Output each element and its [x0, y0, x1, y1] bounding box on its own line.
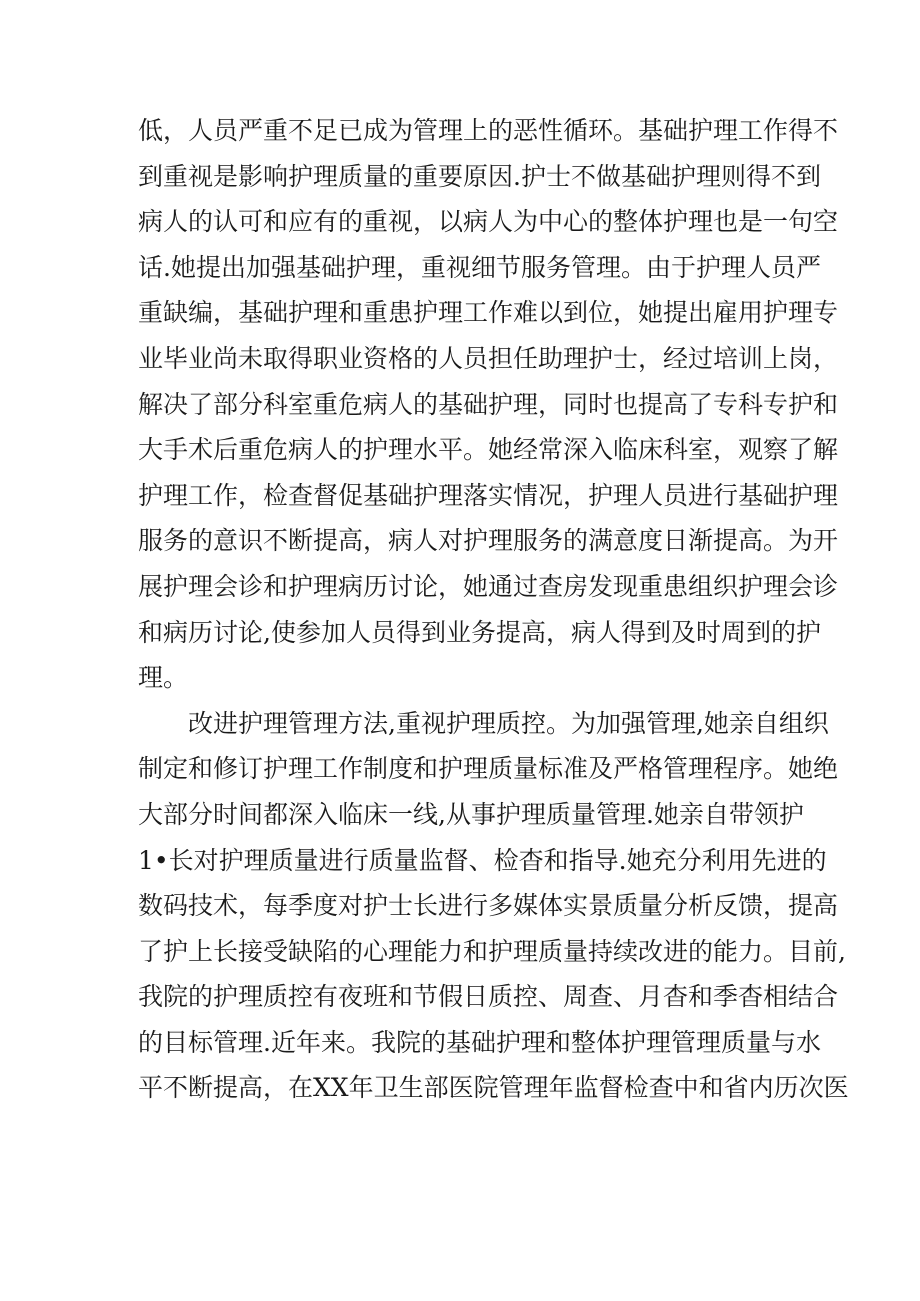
text-line: 大部分时间都深入临床一线,从事护理质量管理.她亲自带领护 [138, 799, 804, 829]
text-line: 到重视是影响护理质量的重要原因.护士不做基础护理则得不到 [138, 161, 821, 191]
text-line: 了护上长接受缺陷的心理能力和护理质量持续改进的能力。目前, [138, 936, 846, 966]
text-line: 和病历讨论,使参加人员得到业务提高，病人得到及时周到的护 [138, 617, 821, 647]
paragraph [138, 108, 839, 701]
text-line: 展护理会诊和护理病历讨论，她通过查房发现重患组织护理会诊 [138, 571, 839, 601]
text-line: 理。 [138, 663, 189, 693]
text-line: 的目标管理.近年来。我院的基础护理和整体护理管理质量与水 [138, 1027, 821, 1057]
text-line: 1•长对护理质量进行质量监督、检杳和指导.她充分利用先进的 [138, 845, 827, 875]
text-line: 话.她提出加强基础护理，重视细节服务管理。由于护理人员严 [138, 252, 821, 282]
document-body [138, 108, 849, 1111]
text-line: 我院的护理质控有夜班和节假日质控、周查、月杳和季杳相结合 [138, 982, 839, 1012]
text-line: 解决了部分科室重危病人的基础护理，同时也提高了专科专护和 [138, 389, 839, 419]
text-line: 服务的意识不断提高，病人对护理服务的满意度日渐提高。为开 [138, 526, 839, 556]
text-line: 改进护理管理方法,重视护理质控。为加强管理,她亲自组织 [188, 708, 829, 738]
text-line: 病人的认可和应有的重视，以病人为中心的整体护理也是一句空 [138, 207, 839, 237]
paragraph [138, 701, 849, 1111]
text-line: 平不断提高，在XX年卫生部医院管理年监督检查中和省内历次医 [138, 1073, 849, 1103]
text-line: 制定和修订护理工作制度和护理质量标准及严格管理程序。她绝 [138, 754, 839, 784]
text-line: 大手术后重危病人的护理水平。她经常深入临床科室，观察了解 [138, 435, 839, 465]
text-line: 数码技术，每季度对护士长进行多媒体实景质量分析反馈，提高 [138, 891, 839, 921]
text-line: 低，人员严重不足已成为管理上的恶性循环。基础护理工作得不 [138, 116, 839, 145]
text-line: 业毕业尚未取得职业资格的人员担任助理护士，经过培训上岗， [138, 343, 839, 373]
text-line: 护理工作，检查督促基础护理落实情况，护理人员进行基础护理 [138, 480, 839, 510]
text-line: 重缺编，基础护理和重患护理工作难以到位，她提出雇用护理专 [138, 298, 839, 328]
